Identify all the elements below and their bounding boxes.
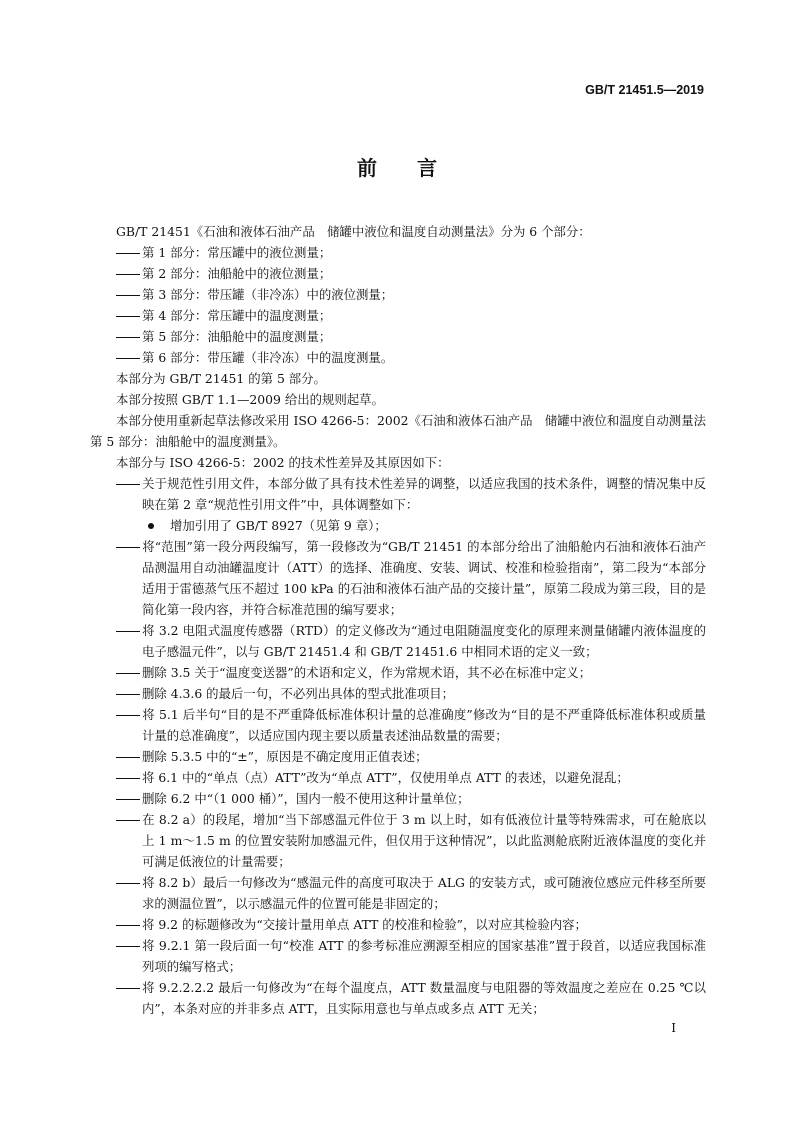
bullet-item: 增加引用了 GB/T 8927（见第 9 章）； xyxy=(90,515,706,536)
differences-intro: 本部分与 ISO 4266-5：2002 的技术性差异及其原因如下： xyxy=(116,455,450,470)
part-item: 第 2 部分：油船舱中的液位测量； xyxy=(116,263,706,284)
difference-item: 将“范围”第一段分两段编写，第一段修改为“GB/T 21451 的本部分给出了油船舱内石油和液体石油产品测温用自动油罐温度计（ATT）的选择、准确度、安装、调试、校准和检验指南”，第二段为“本部分适用于雷德蒸气压不超过 100 kPa 的石油和液体石油产品的交接计量”，原第二段成为第三段，目的是简化第一段内容，并符合标准范围的编写要求； xyxy=(116,536,706,620)
difference-item: 将 9.2.2.2.2 最后一句修改为“在每个温度点，ATT 数量温度与电阻器的等效温度之差应在 0.25 ℃以内”，本条对应的并非多点 ATT，且实际用意也与单点或多点 ATT 无关； xyxy=(116,977,706,1019)
difference-item: 删除 5.3.5 中的“±”，原因是不确定度用正值表述； xyxy=(116,746,706,767)
part-item: 第 5 部分：油船舱中的温度测量； xyxy=(116,326,706,347)
page-title: 前言 xyxy=(357,156,477,180)
part-statement: 本部分为 GB/T 21451 的第 5 部分。 xyxy=(116,371,326,386)
part-item: 第 1 部分：常压罐中的液位测量； xyxy=(116,242,706,263)
difference-item: 将 3.2 电阻式温度传感器（RTD）的定义修改为“通过电阻随温度变化的原理来测量储罐内液体温度的电子感温元件”，以与 GB/T 21451.4 和 GB/T 21451.6 中相同术语的定义一致； xyxy=(116,620,706,662)
foreword-body xyxy=(90,221,719,1019)
difference-item: 将 5.1 后半句“目的是不严重降低标准体积计量的总准确度”修改为“目的是不严重降低标准体积或质量计量的总准确度”，以适应国内现主要以质量表述油品数量的需要； xyxy=(116,704,706,746)
part-item: 第 4 部分：常压罐中的温度测量； xyxy=(116,305,706,326)
difference-item: 删除 3.5 关于“温度变送器”的术语和定义，作为常规术语，其不必在标准中定义； xyxy=(116,662,706,683)
difference-item: 将 9.2 的标题修改为“交接计量用单点 ATT 的校准和检验”，以对应其检验内容； xyxy=(116,914,706,935)
difference-item: 在 8.2 a）的段尾，增加“当下部感温元件位于 3 m 以上时，如有低液位计量等特殊需求，可在舱底以上 1 m～1.5 m 的位置安装附加感温元件，但仅用于这种情况”，以此监测舱底附近液体温度的变化并可满足低液位的计量需要； xyxy=(116,809,706,872)
difference-item: 删除 6.2 中“（1 000 桶）”，国内一般不使用这种计量单位； xyxy=(116,788,706,809)
intro-paragraph: GB/T 21451《石油和液体石油产品 储罐中液位和温度自动测量法》分为 6 个部分： xyxy=(116,224,591,239)
difference-item: 将 9.2.1 第一段后面一句“校准 ATT 的参考标准应溯源至相应的国家基准”置于段首，以适应我国标准列项的编写格式； xyxy=(116,935,706,977)
adoption-statement: 本部分使用重新起草法修改采用 ISO 4266-5：2002《石油和液体石油产品 储罐中液位和温度自动测量法 第 5 部分：油船舱中的温度测量》。 xyxy=(90,413,719,449)
difference-item: 将 6.1 中的“单点（点）ATT”改为“单点 ATT”，仅使用单点 ATT 的表述，以避免混乱； xyxy=(116,767,706,788)
difference-item: 将 8.2 b）最后一句修改为“感温元件的高度可取决于 ALG 的安装方式，或可随液位感应元件移至所要求的测温位置”，以示感温元件的位置可能是非固定的； xyxy=(116,872,706,914)
part-item: 第 6 部分：带压罐（非冷冻）中的温度测量。 xyxy=(116,347,706,368)
part-item: 第 3 部分：带压罐（非冷冻）中的液位测量； xyxy=(116,284,706,305)
difference-item: 删除 4.3.6 的最后一句，不必列出具体的型式批准项目； xyxy=(116,683,706,704)
rules-statement: 本部分按照 GB/T 1.1—2009 给出的规则起草。 xyxy=(116,392,384,407)
page-number: I xyxy=(671,1021,676,1035)
difference-item: 关于规范性引用文件，本部分做了具有技术性差异的调整，以适应我国的技术条件，调整的情况集中反映在第 2 章“规范性引用文件”中，具体调整如下： xyxy=(116,473,706,515)
standard-id: GB/T 21451.5—2019 xyxy=(585,83,704,97)
bullet-icon xyxy=(148,523,154,529)
